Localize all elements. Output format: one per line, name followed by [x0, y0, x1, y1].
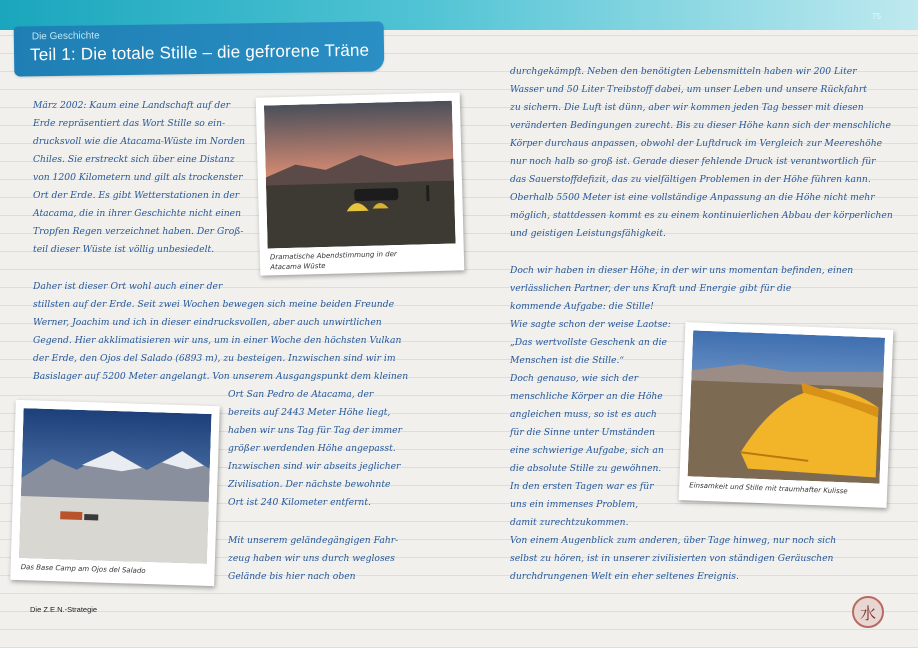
photo-tent	[679, 322, 894, 508]
paragraph-stillness-cont	[228, 386, 402, 512]
text-line: eine schwierige Aufgabe, sich an	[510, 445, 664, 456]
paragraph-intro	[33, 97, 245, 259]
text-line: Ort der Erde. Es gibt Wetterstationen in der	[33, 190, 240, 201]
page-number: 75	[872, 12, 881, 21]
text-line: Von einem Augenblick zum anderen, über Tage hinweg, nur noch sich	[510, 535, 837, 546]
text-line: durchdrungenen Welt ein eher seltenes Ereignis.	[510, 571, 739, 582]
paragraph-stillness	[33, 278, 408, 386]
text-line: Oberhalb 5500 Meter ist eine vollständige Anpassung an die Höhe nicht mehr	[510, 192, 875, 203]
paragraph-vehicle	[228, 532, 398, 586]
text-line: Erde repräsentiert das Wort Stille so ein-	[33, 118, 226, 129]
text-line: Doch wir haben in dieser Höhe, in der wir uns momentan befinden, einen	[510, 265, 854, 276]
text-line: damit zurechtzukommen.	[510, 517, 629, 528]
text-line: zu sichern. Die Luft ist dünn, aber wir kommen jeden Tag besser mit diesen	[510, 102, 864, 113]
text-line: größer werdenden Höhe angepasst.	[228, 443, 396, 454]
text-line: Ort San Pedro de Atacama, der	[228, 389, 374, 400]
text-line: Wasser und 50 Liter Treibstoff dabei, um unser Leben und unsere Rückfahrt	[510, 84, 867, 95]
text-line: „Das wertvollste Geschenk an die	[510, 337, 667, 348]
text-line: März 2002: Kaum eine Landschaft auf der	[33, 100, 231, 111]
photo-base-camp	[10, 400, 220, 586]
footer-label: Die Z.E.N.-Strategie	[30, 605, 98, 614]
text-line: Menschen ist die Stille.“	[510, 355, 625, 366]
text-line: veränderten Bedingungen zurecht. Bis zu dieser Höhe kann sich der menschliche	[510, 120, 891, 131]
text-line: menschliche Körper an die Höhe	[510, 391, 663, 402]
text-line: möglich, stattdessen kommt es zu einem kontinuierlichen Abbau der körperlichen	[510, 210, 893, 221]
caption-line: Atacama Wüste	[270, 261, 326, 272]
tent-image	[688, 330, 885, 483]
text-line: Wie sagte schon der weise Laotse:	[510, 319, 671, 330]
paragraph-rare-event	[510, 532, 836, 586]
base-camp-caption: Das Base Camp am Ojos del Salado	[20, 563, 146, 575]
text-line: Daher ist dieser Ort wohl auch einer der	[33, 281, 223, 292]
caption-line: Dramatische Abendstimmung in der	[269, 250, 397, 262]
text-line: Basislager auf 5200 Meter angelangt. Von unserem Ausgangspunkt dem kleinen	[33, 371, 409, 382]
text-line: selbst zu hören, ist in unserer zivilisierten von ständigen Geräuschen	[510, 553, 834, 564]
text-line: haben wir uns Tag für Tag der immer	[228, 425, 402, 436]
text-line: verlässlichen Partner, der uns Kraft und Energie gibt für die	[510, 283, 792, 294]
text-line: durchgekämpft. Neben den benötigten Lebensmitteln haben wir 200 Liter	[510, 66, 857, 77]
text-line: angleichen muss, so ist es auch	[510, 409, 657, 420]
chapter-banner	[14, 21, 385, 76]
text-line: zeug haben wir uns durch wegloses	[228, 553, 395, 564]
text-line: uns ein immenses Problem,	[510, 499, 639, 510]
text-line: nur noch halb so groß ist. Gerade dieser fehlende Druck ist verantwortlich für	[510, 156, 876, 167]
sunset-image	[264, 101, 456, 249]
text-line: teil dieser Wüste ist völlig unbesiedelt.	[33, 244, 215, 255]
text-line: Chiles. Sie erstreckt sich über eine Distanz	[33, 154, 235, 165]
text-line: und geistigen Leistungsfähigkeit.	[510, 228, 666, 239]
text-line: In den ersten Tagen war es für	[510, 481, 654, 492]
text-line: Doch genauso, wie sich der	[510, 373, 639, 384]
base-camp-illustration	[19, 408, 212, 564]
text-line: der Erde, den Ojos del Salado (6893 m), zu besteigen. Inzwischen sind wir im	[33, 353, 396, 364]
text-line: für die Sinne unter Umständen	[510, 427, 655, 438]
text-line: kommende Aufgabe: die Stille!	[510, 301, 654, 312]
sunset-landscape-illustration	[264, 101, 456, 249]
logo-glyph: 水	[859, 603, 876, 623]
text-line: Zivilisation. Der nächste bewohnte	[228, 479, 391, 490]
photo-sunset	[256, 92, 465, 275]
text-line: Gelände bis hier nach oben	[228, 571, 356, 582]
water-kanji-logo	[852, 596, 884, 628]
text-line: Körper durchaus anpassen, obwohl der Luftdruck im Vergleich zur Meereshöhe	[510, 138, 883, 149]
text-line: Tropfen Regen verzeichnet haben. Der Groß-	[33, 226, 244, 237]
text-line: Gegend. Hier akklimatisieren wir uns, um in einer Woche den höchsten Vulkan	[33, 335, 402, 346]
chapter-title: Teil 1: Die totale Stille – die gefrorene Träne	[29, 40, 370, 65]
text-line: stillsten auf der Erde. Seit zwei Wochen bewegen sich meine beiden Freunde	[33, 299, 395, 310]
text-line: bereits auf 2443 Meter Höhe liegt,	[228, 407, 391, 418]
text-line: das Sauerstoffdefizit, das zu vielfältigen Problemen in der Höhe führen kann.	[510, 174, 871, 185]
sunset-caption	[268, 244, 457, 277]
text-line: Ort ist 240 Kilometer entfernt.	[228, 497, 371, 508]
text-line: Atacama, die in ihrer Geschichte nicht einen	[33, 208, 242, 219]
text-line: Werner, Joachim und ich in dieser eindrucksvollen, aber auch unwirtlichen	[33, 317, 382, 328]
base-camp-image	[19, 408, 212, 564]
tent-illustration	[688, 330, 885, 483]
text-line: Mit unserem geländegängigen Fahr-	[228, 535, 399, 546]
paragraph-supplies	[510, 63, 893, 243]
text-line: von 1200 Kilometern und gilt als trockenster	[33, 172, 243, 183]
text-line: die absolute Stille zu gewöhnen.	[510, 463, 662, 474]
chapter-subtitle: Die Geschichte	[31, 30, 100, 43]
text-line: Inzwischen sind wir abseits jeglicher	[228, 461, 401, 472]
text-line: drucksvoll wie die Atacama-Wüste im Norden	[33, 136, 246, 147]
tent-caption: Einsamkeit und Stille mit traumhafter Kulisse	[689, 481, 848, 496]
